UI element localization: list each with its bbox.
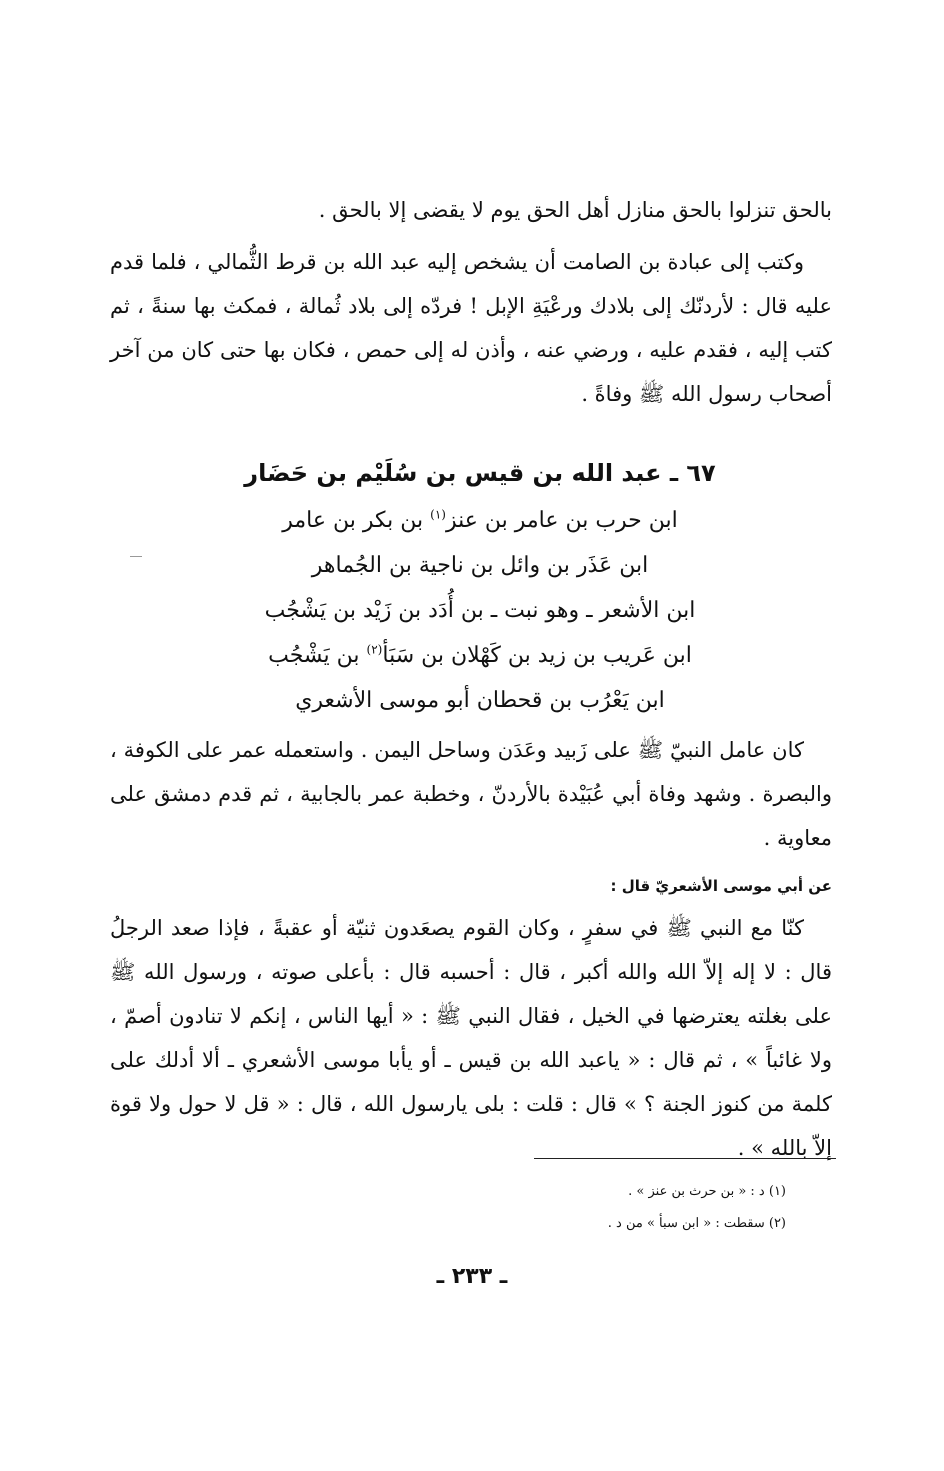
footnote-divider — [534, 1158, 836, 1159]
footnotes — [106, 1176, 786, 1240]
entry-heading — [180, 448, 780, 723]
lineage-line-2: ابن عَذَر بن وائل بن ناجية بن الجُماهر — [311, 553, 649, 578]
page-number: ـ ٢٣٣ ـ — [436, 1264, 508, 1289]
lineage-4-part-b: بن يَشْجُب — [268, 643, 367, 668]
bio-paragraph — [110, 728, 832, 860]
lineage-line-1 — [180, 498, 780, 543]
ubada-paragraph — [110, 240, 832, 416]
footnote-2: (٢) سقطت : « ابن سبأ » من د . — [607, 1216, 786, 1231]
lineage-1-part-a: ابن حرب بن عامر بن عنز — [445, 508, 678, 533]
bio-text: كان عامل النبيّ ﷺ على زَبيد وعَدَن وساحل اليمن . واستعمله عمر على الكوفة ، والبصرة . وشهد وفاة أبي عُبَيْدة بالأردنّ ، وخطبة عمر بالجابية ، ثم قدم دمشق على معاوية . — [110, 738, 832, 850]
continuation-line — [110, 188, 832, 232]
scan-mark — [130, 556, 142, 557]
lineage-line-5: ابن يَعْرُب بن قحطان أبو موسى الأشعري — [295, 688, 665, 713]
lineage-1-part-b: بن بكر بن عامر — [282, 508, 431, 533]
hadith-subheading — [110, 866, 832, 906]
entry-title: ٦٧ ـ عبد الله بن قيس بن سُلَيْم بن حَضَار — [244, 459, 716, 487]
hadith-paragraph — [110, 906, 832, 1170]
lineage-line-3: ابن الأشعر ـ وهو نبت ـ بن أُدَد بن زَيْد بن يَشْجُب — [264, 598, 696, 623]
footnote-ref-2: (٢) — [366, 642, 383, 657]
continuation-text: بالحق تنزلوا بالحق منازل أهل الحق يوم لا يقضى إلا بالحق . — [318, 198, 832, 222]
ubada-text: وكتب إلى عبادة بن الصامت أن يشخص إليه عبد الله بن قرط الثُّمالي ، فلما قدم عليه قال : لأردنّك إلى بلادك ورعْيَةِ الإبل ! فردّه إلى بلاد ثُمالة ، فمكث بها سنةً ، ثم كتب إليه ، فقدم عليه ، ورضي عنه ، وأذن له إلى حمص ، فكان بها حتى كان من آخر أصحاب رسول الله ﷺ وفاةً . — [110, 250, 832, 406]
hadith-text: كنّا مع النبي ﷺ في سفرٍ ، وكان القوم يصعَدون ثنيّة أو عقبةً ، فإذا صعد الرجلُ قال : لا إله إلاّ الله والله أكبر ، قال : أحسبه قال : بأعلى صوته ، ورسول الله ﷺ على بغلته يعترضها في الخيل ، فقال النبي ﷺ : « أيها الناس ، إنكم لا تنادون أصمّ ، ولا غائباً » ، ثم قال : « ياعبد الله بن قيس ـ أو يأبا موسى الأشعري ـ ألا أدلك على كلمة من كنوز الجنة ؟ » قال : قلت : بلى يارسول الله ، قال : « قل لا حول ولا قوة إلاّ بالله » . — [110, 916, 832, 1160]
hadith-subheading-text: عن أبي موسى الأشعريّ قال : — [610, 877, 832, 895]
lineage-4-part-a: ابن عَريب بن زيد بن كَهْلان بن سَبَأ — [382, 643, 692, 668]
lineage-line-4 — [180, 633, 780, 678]
footnote-1: (١) د : « بن حرث بن عنز » . — [628, 1184, 786, 1199]
footnote-ref-1: (١) — [430, 507, 446, 522]
